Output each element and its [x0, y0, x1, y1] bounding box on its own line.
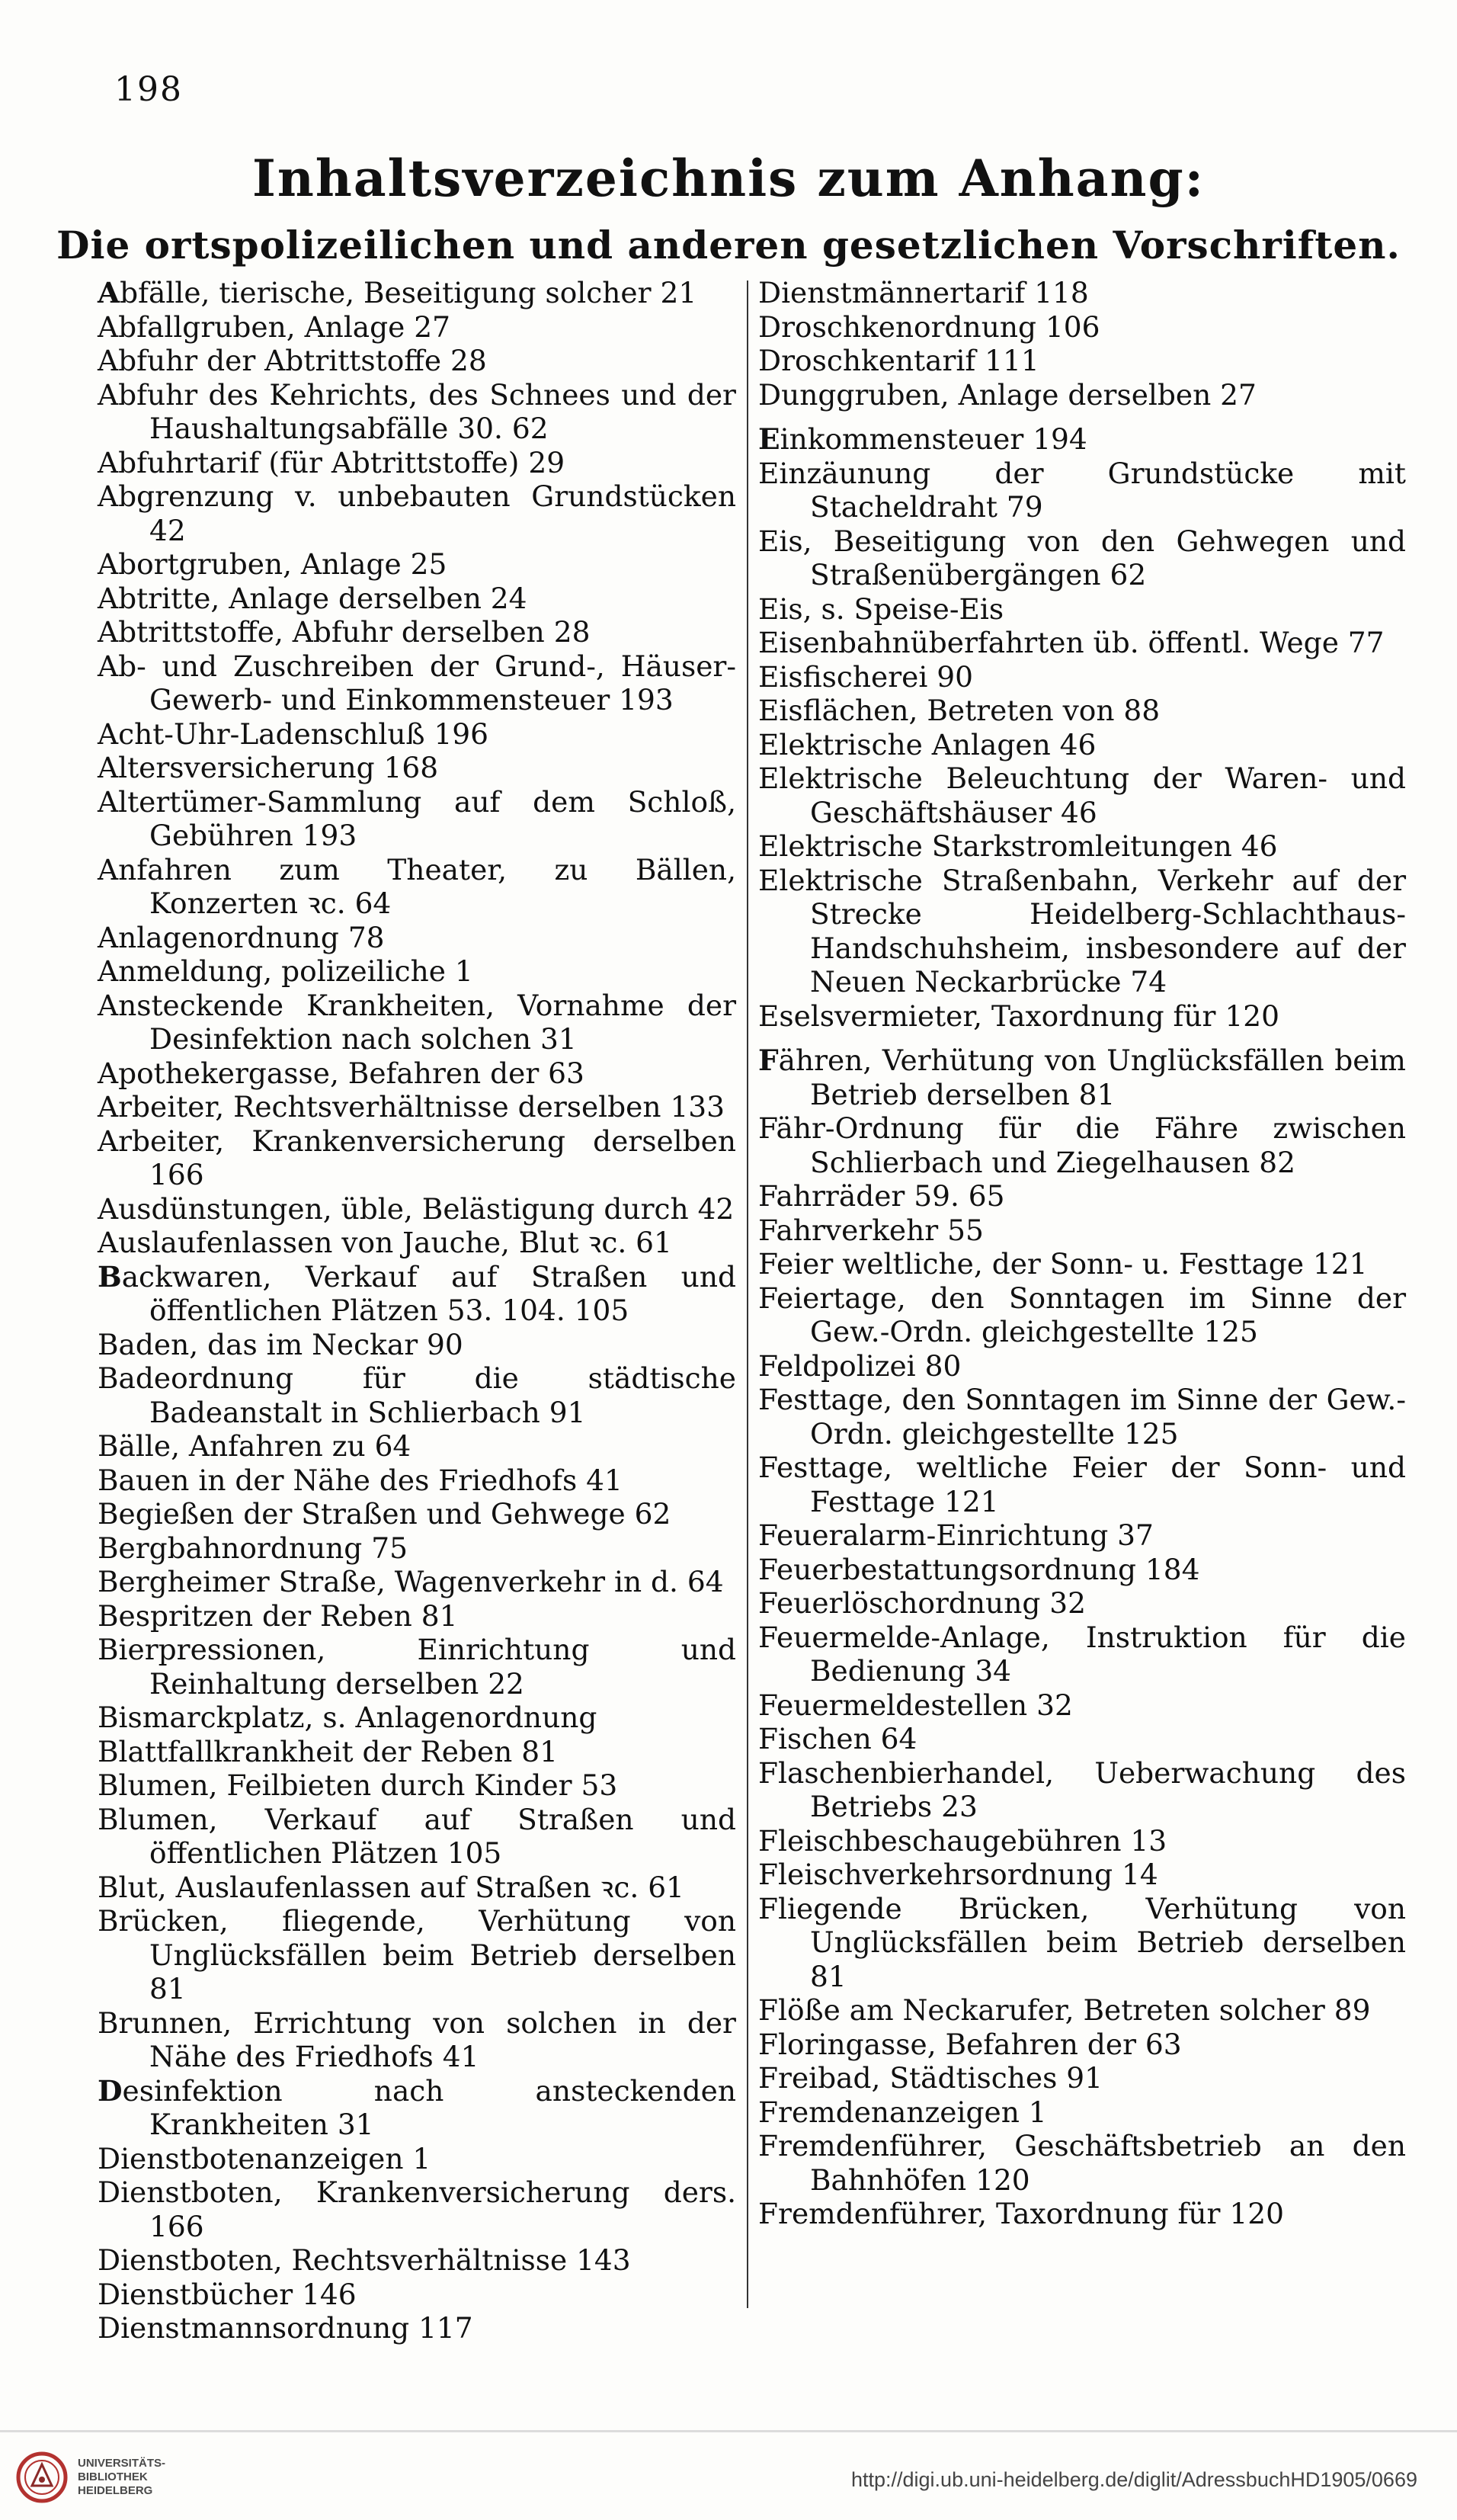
library-logo[interactable]: [15, 2451, 198, 2504]
index-entry: Abfuhrtarif (für Abtrittstoffe) 29: [98, 445, 565, 479]
index-column-right: [758, 276, 1406, 2231]
index-entry: Bergbahnordnung 75: [98, 1531, 408, 1565]
page-subtitle: Die ortspolizeilichen und anderen gesetzlichen Vorschriften.: [56, 223, 1401, 268]
index-entry: Abfälle, tierische, Beseitigung solcher 21: [98, 276, 697, 309]
index-entry: Feuermeldestellen 32: [758, 1688, 1073, 1722]
index-entry: Fremdenführer, Geschäftsbetrieb an den Bahnhöfen 120: [758, 2129, 1406, 2197]
index-entry: Bauen in der Nähe des Friedhofs 41: [98, 1463, 623, 1497]
section-initial: F: [758, 1044, 779, 1077]
index-entry: Abgrenzung v. unbebauten Grundstücken 42: [98, 479, 736, 547]
index-entry: Fremdenführer, Taxordnung für 120: [758, 2197, 1284, 2230]
section-initial: B: [98, 1259, 122, 1294]
index-entry: Dienstboten, Rechtsverhältnisse 143: [98, 2243, 631, 2277]
index-entry: Bergheimer Straße, Wagenverkehr in d. 64: [98, 1565, 724, 1598]
index-entry: Backwaren, Verkauf auf Straßen und öffentlichen Plätzen 53. 104. 105: [98, 1259, 736, 1327]
index-entry: Fähren, Verhütung von Unglücksfällen beim Betrieb derselben 81: [758, 1044, 1406, 1111]
index-entry: Desinfektion nach ansteckenden Krankheiten 31: [98, 2073, 736, 2141]
index-entry: Anfahren zum Theater, zu Bällen, Konzerten ꝛc. 64: [98, 852, 736, 920]
index-entry: Acht-Uhr-Ladenschluß 196: [98, 717, 489, 751]
section-initial: D: [98, 2073, 123, 2108]
index-entry: Apothekergasse, Befahren der 63: [98, 1056, 584, 1090]
index-entry: Blattfallkrankheit der Reben 81: [98, 1734, 558, 1768]
section-initial: E: [758, 422, 780, 456]
index-entry: Fahrräder 59. 65: [758, 1179, 1005, 1213]
index-entry: Fischen 64: [758, 1722, 917, 1755]
section-initial: A: [98, 276, 120, 309]
index-entry: Ansteckende Krankheiten, Vornahme der Desinfektion nach solchen 31: [98, 988, 736, 1056]
index-entry: Feldpolizei 80: [758, 1348, 962, 1383]
index-entry: Elektrische Straßenbahn, Verkehr auf der Strecke Heidelberg-Schlachthaus-Handschuhsheim, insbesondere auf der Neuen Neckarbrücke 74: [758, 863, 1406, 999]
index-entry: Abfallgruben, Anlage 27: [98, 309, 451, 344]
index-entry: Freibad, Städtisches 91: [758, 2061, 1103, 2095]
index-entry: Bismarckplatz, s. Anlagenordnung: [98, 1701, 597, 1734]
footer-divider: [0, 2430, 1457, 2432]
index-entry: Anmeldung, polizeiliche 1: [98, 954, 473, 988]
index-entry: Begießen der Straßen und Gehwege 62: [98, 1497, 671, 1531]
index-entry: Fremdenanzeigen 1: [758, 2095, 1047, 2129]
index-entry: Ausdünstungen, üble, Belästigung durch 42: [98, 1191, 735, 1226]
library-name: UNIVERSITÄTS- BIBLIOTHEK HEIDELBERG: [78, 2457, 166, 2497]
index-entry: Blut, Auslaufenlassen auf Straßen ꝛc. 61: [98, 1870, 684, 1904]
index-entry: Abortgruben, Anlage 25: [98, 547, 447, 581]
index-entry: Droschkentarif 111: [758, 344, 1039, 377]
index-entry: Einkommensteuer 194: [758, 422, 1087, 456]
index-entry: Floringasse, Befahren der 63: [758, 2027, 1182, 2061]
index-entry: Feuerlöschordnung 32: [758, 1586, 1087, 1620]
index-entry: Eisenbahnüberfahrten üb. öffentl. Wege 77: [758, 626, 1385, 659]
index-entry: Dienstboten, Krankenversicherung ders. 166: [98, 2175, 736, 2243]
index-entry: Feueralarm-Einrichtung 37: [758, 1518, 1154, 1552]
index-entry: Eis, s. Speise-Eis: [758, 592, 1004, 626]
index-entry: Arbeiter, Krankenversicherung derselben 166: [98, 1124, 736, 1191]
index-entry: Fleischbeschaugebühren 13: [758, 1823, 1167, 1858]
index-entry: Einzäunung der Grundstücke mit Stacheldraht 79: [758, 456, 1406, 524]
index-entry: Feuerbestattungsordnung 184: [758, 1552, 1200, 1586]
index-entry: Bierpressionen, Einrichtung und Reinhaltung derselben 22: [98, 1633, 736, 1701]
index-entry: Fahrverkehr 55: [758, 1213, 984, 1247]
index-entry: Dunggruben, Anlage derselben 27: [758, 377, 1257, 412]
index-entry: Bespritzen der Reben 81: [98, 1598, 458, 1633]
index-entry: Elektrische Starkstromleitungen 46: [758, 829, 1278, 863]
index-entry: Baden, das im Neckar 90: [98, 1327, 463, 1361]
index-entry: Fliegende Brücken, Verhütung von Unglücksfällen beim Betrieb derselben 81: [758, 1891, 1406, 1993]
index-entry: Flaschenbierhandel, Ueberwachung des Betriebs 23: [758, 1755, 1406, 1823]
index-entry: Dienstbücher 146: [98, 2277, 357, 2311]
index-entry: Festtage, weltliche Feier der Sonn- und Festtage 121: [758, 1451, 1406, 1518]
university-seal-icon: [15, 2451, 69, 2504]
index-entry: Dienstbotenanzeigen 1: [98, 2141, 431, 2175]
index-entry: Auslaufenlassen von Jauche, Blut ꝛc. 61: [98, 1226, 672, 1259]
index-entry: Eisflächen, Betreten von 88: [758, 694, 1161, 727]
index-entry: Abfuhr des Kehrichts, des Schnees und der Haushaltungsabfälle 30. 62: [98, 377, 736, 445]
index-entry: Ab- und Zuschreiben der Grund-, Häuser-Gewerb- und Einkommensteuer 193: [98, 649, 736, 717]
index-entry: Abtritte, Anlage derselben 24: [98, 581, 527, 615]
index-entry: Arbeiter, Rechtsverhältnisse derselben 133: [98, 1090, 725, 1124]
index-entry: Blumen, Feilbieten durch Kinder 53: [98, 1768, 618, 1802]
index-column-left: [98, 276, 736, 2345]
index-entry: Dienstmannsordnung 117: [98, 2311, 473, 2345]
index-entry: Festtage, den Sonntagen im Sinne der Gew.-Ordn. gleichgestellte 125: [758, 1383, 1406, 1451]
index-entry: Brücken, fliegende, Verhütung von Unglücksfällen beim Betrieb derselben 81: [98, 1904, 736, 2005]
page-number: 198: [114, 70, 183, 109]
index-entry: Dienstmännertarif 118: [758, 276, 1089, 309]
index-entry: Brunnen, Errichtung von solchen in der Nähe des Friedhofs 41: [98, 2005, 736, 2073]
column-divider: [747, 281, 748, 2308]
page-title: Inhaltsverzeichnis zum Anhang:: [251, 149, 1206, 208]
index-entry: Bälle, Anfahren zu 64: [98, 1429, 411, 1463]
index-entry: Elektrische Beleuchtung der Waren- und Geschäftshäuser 46: [758, 761, 1406, 829]
index-entry: Elektrische Anlagen 46: [758, 727, 1097, 761]
index-entry: Anlagenordnung 78: [98, 920, 385, 954]
index-entry: Droschkenordnung 106: [758, 309, 1100, 344]
index-entry: Abtrittstoffe, Abfuhr derselben 28: [98, 615, 591, 649]
index-entry: Altertümer-Sammlung auf dem Schloß, Gebühren 193: [98, 784, 736, 852]
index-entry: Eselsvermieter, Taxordnung für 120: [758, 999, 1279, 1033]
index-entry: Fähr-Ordnung für die Fähre zwischen Schlierbach und Ziegelhausen 82: [758, 1111, 1406, 1179]
index-entry: Fleischverkehrsordnung 14: [758, 1858, 1158, 1891]
index-entry: Eis, Beseitigung von den Gehwegen und Straßenübergängen 62: [758, 524, 1406, 592]
source-url[interactable]: http://digi.ub.uni-heidelberg.de/diglit/AdressbuchHD1905/0669: [850, 2468, 1417, 2491]
index-entry: Badeordnung für die städtische Badeanstalt in Schlierbach 91: [98, 1361, 736, 1429]
index-entry: Abfuhr der Abtrittstoffe 28: [98, 344, 487, 377]
index-entry: Eisfischerei 90: [758, 659, 973, 694]
index-entry: Blumen, Verkauf auf Straßen und öffentlichen Plätzen 105: [98, 1802, 736, 1870]
index-entry: Altersversicherung 168: [98, 751, 439, 784]
index-entry: Feiertage, den Sonntagen im Sinne der Gew.-Ordn. gleichgestellte 125: [758, 1281, 1406, 1348]
index-entry: Flöße am Neckarufer, Betreten solcher 89: [758, 1993, 1371, 2027]
index-entry: Feier weltliche, der Sonn- u. Festtage 121: [758, 1247, 1368, 1281]
index-entry: Feuermelde-Anlage, Instruktion für die Bedienung 34: [758, 1620, 1406, 1688]
